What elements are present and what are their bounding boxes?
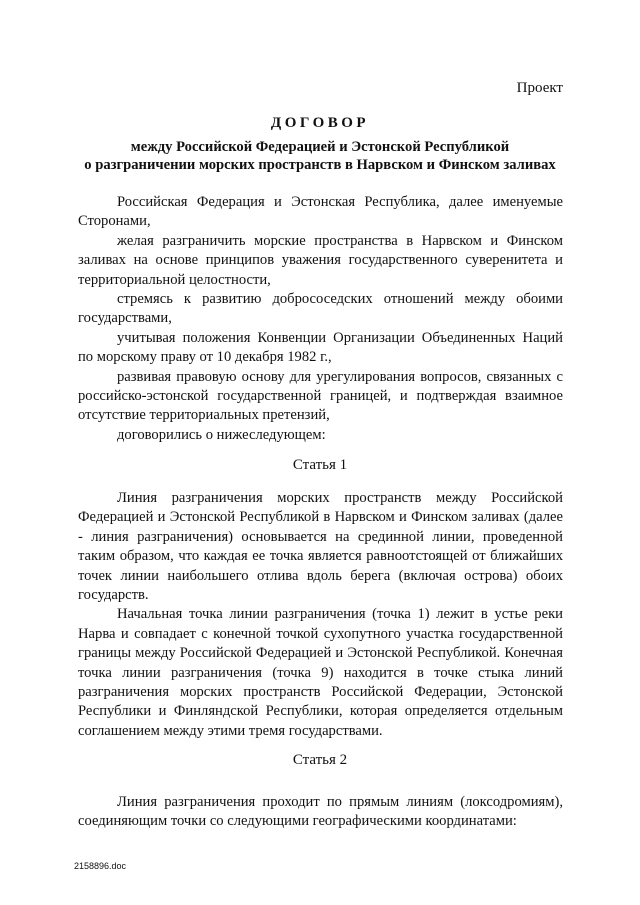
article-2-heading: Статья 2 [292, 752, 348, 768]
article-1-heading: Статья 1 [292, 457, 348, 473]
article-paragraph: Линия разграничения морских пространств между Российской Федерацией и Эстонской Республикой в Нарвском и Финском заливах (далее - линия разграничения) основывается на срединной линии, проведенной таким образом, что каждая ее точка является равноотстоящей от ближайших точек линии наибольшего отлива вдоль берега (включая острова) обоих государств. [78, 490, 563, 604]
preamble-paragraph: развивая правовую основу для урегулирования вопросов, связанных с российско-эстонской государственной границей, и подтверждая взаимное отсутствие территориальных претензий, [78, 368, 563, 424]
file-name-footer: 2158896.doc [74, 861, 127, 871]
article-2-body [78, 793, 563, 832]
subtitle-line: между Российской Федерацией и Эстонской Республикой [130, 139, 510, 155]
preamble-paragraph: стремясь к развитию добрососедских отношений между обоими государствами, [78, 291, 563, 327]
document-subtitle [0, 138, 640, 174]
document-title: ДОГОВОР [270, 115, 370, 131]
draft-label: Проект [516, 80, 563, 96]
article-1-body [78, 489, 563, 741]
article-paragraph: Начальная точка линии разграничения (точка 1) лежит в устье реки Нарва и совпадает с конечной точкой сухопутного участка государственной границы между Российской Федерацией и Эстонской Республикой. Конечная точка линии разграничения (точка 9) находится в точке стыка линий разграничения морских пространств Российской Федерации, Эстонской Республики и Финляндской Республики, которая определяется отдельным соглашением между этими тремя государствами. [78, 606, 563, 739]
preamble-paragraph: учитывая положения Конвенции Организации Объединенных Наций по морскому праву от 10 декабря 1982 г., [78, 329, 563, 366]
preamble-paragraph: желая разграничить морские пространства в Нарвском и Финском заливах на основе принципов уважения государственного суверенитета и территориальной целостности, [78, 232, 563, 288]
preamble [78, 193, 563, 445]
preamble-paragraph: Российская Федерация и Эстонская Республика, далее именуемые Сторонами, [78, 194, 563, 230]
subtitle-line: о разграничении морских пространств в Нарвском и Финском заливах [84, 157, 556, 173]
preamble-paragraph: договорились о нижеследующем: [117, 426, 326, 443]
article-paragraph: Линия разграничения проходит по прямым линиям (локсодромиям), соединяющим точки со следующими географическими координатами: [78, 794, 563, 830]
